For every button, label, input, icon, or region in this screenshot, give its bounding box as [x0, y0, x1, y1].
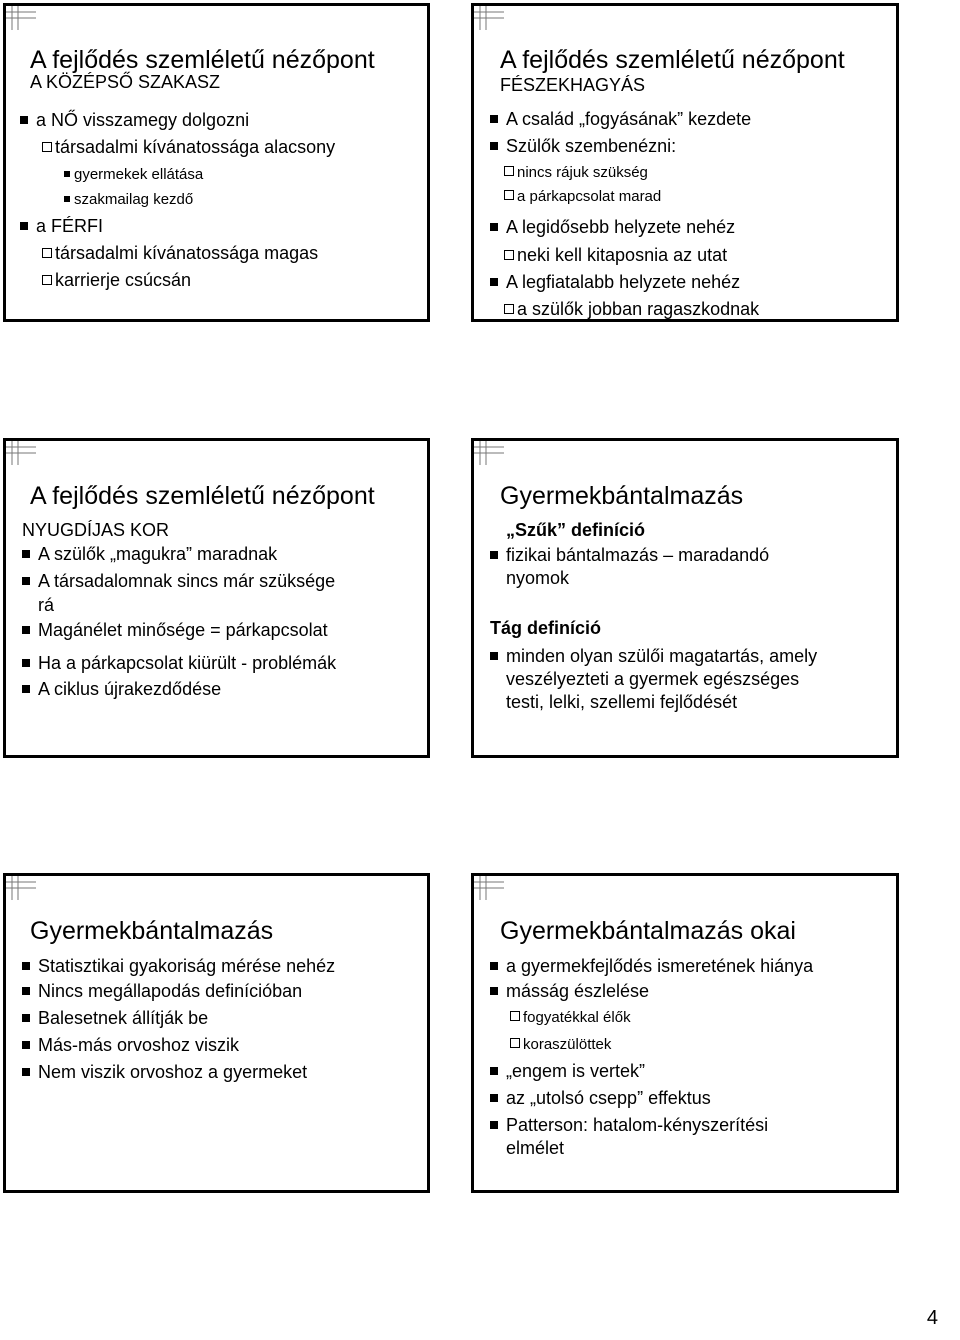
- list-item: Nincs megállapodás definícióban: [22, 980, 302, 1003]
- square-bullet-icon: [20, 222, 28, 230]
- list-item: Magánélet minősége = párkapcsolat: [22, 619, 328, 642]
- slide-corner-icon: [6, 876, 36, 900]
- hollow-square-bullet-icon: [504, 250, 514, 260]
- square-bullet-icon: [22, 685, 30, 693]
- list-item: nincs rájuk szükség: [504, 161, 648, 184]
- list-item: Ha a párkapcsolat kiürült - problémák: [22, 652, 336, 675]
- slide-title: Gyermekbántalmazás okai: [500, 917, 796, 945]
- list-item-continuation: nyomok: [506, 568, 570, 588]
- square-bullet-icon: [490, 278, 498, 286]
- list-item: Szülők szembenézni:: [490, 135, 676, 158]
- hollow-square-bullet-icon: [42, 275, 52, 285]
- list-item: Statisztikai gyakoriság mérése nehéz: [22, 955, 335, 978]
- page-number: 4: [926, 1307, 938, 1329]
- slide-title: Gyermekbántalmazás: [500, 482, 744, 510]
- square-bullet-icon: [490, 1094, 498, 1102]
- square-bullet-icon: [22, 1041, 30, 1049]
- square-bullet-icon: [490, 551, 498, 559]
- slide-5: [3, 873, 430, 1193]
- list-item: fogyatékkal élők: [510, 1006, 631, 1029]
- list-item: „engem is vertek”: [490, 1060, 645, 1083]
- small-square-bullet-icon: [64, 171, 70, 177]
- list-item: társadalmi kívánatossága alacsony: [42, 136, 335, 159]
- slide-corner-icon: [6, 441, 36, 465]
- list-item: az „utolsó csepp” effektus: [490, 1087, 711, 1110]
- hollow-square-bullet-icon: [504, 190, 514, 200]
- square-bullet-icon: [22, 962, 30, 970]
- list-item: A társadalomnak sincs már szüksége: [22, 570, 335, 593]
- list-item: a párkapcsolat marad: [504, 185, 661, 208]
- square-bullet-icon: [490, 962, 498, 970]
- slide-1: [3, 3, 430, 322]
- small-square-bullet-icon: [64, 196, 70, 202]
- list-item-continuation: rá: [38, 595, 55, 615]
- list-item: Más-más orvoshoz viszik: [22, 1034, 239, 1057]
- square-bullet-icon: [490, 223, 498, 231]
- list-item: a gyermekfejlődés ismeretének hiánya: [490, 955, 813, 978]
- square-bullet-icon: [22, 1014, 30, 1022]
- square-bullet-icon: [22, 659, 30, 667]
- slide-corner-icon: [474, 6, 504, 30]
- list-item: koraszülöttek: [510, 1033, 611, 1056]
- list-item-continuation: veszélyezteti a gyermek egészséges: [506, 669, 800, 689]
- slide-4: [471, 438, 899, 758]
- list-item: A legfiatalabb helyzete nehéz: [490, 271, 740, 294]
- square-bullet-icon: [490, 987, 498, 995]
- square-bullet-icon: [22, 1068, 30, 1076]
- list-item-continuation: testi, lelki, szellemi fejlődését: [506, 692, 738, 712]
- list-item-continuation: elmélet: [506, 1138, 565, 1158]
- list-item: Nem viszik orvoshoz a gyermeket: [22, 1061, 307, 1084]
- slide-corner-icon: [6, 6, 36, 30]
- list-item: a FÉRFI: [20, 215, 103, 238]
- hollow-square-bullet-icon: [504, 166, 514, 176]
- list-item: A család „fogyásának” kezdete: [490, 108, 751, 131]
- list-item: gyermekek ellátása: [64, 163, 203, 186]
- square-bullet-icon: [22, 626, 30, 634]
- hollow-square-bullet-icon: [42, 248, 52, 258]
- slide-title: A fejlődés szemléletű nézőpont: [500, 46, 845, 74]
- list-item: társadalmi kívánatossága magas: [42, 242, 318, 265]
- square-bullet-icon: [22, 577, 30, 585]
- list-item: Patterson: hatalom-kényszerítési: [490, 1114, 768, 1137]
- slide-subtitle: FÉSZEKHAGYÁS: [500, 75, 646, 95]
- square-bullet-icon: [490, 142, 498, 150]
- list-item: a NŐ visszamegy dolgozni: [20, 109, 249, 132]
- list-item: karrierje csúcsán: [42, 269, 191, 292]
- hollow-square-bullet-icon: [510, 1038, 520, 1048]
- list-item: A legidősebb helyzete nehéz: [490, 216, 735, 239]
- list-item: neki kell kitaposnia az utat: [504, 244, 727, 267]
- list-item: A ciklus újrakezdődése: [22, 678, 221, 701]
- slide-2: [471, 3, 899, 322]
- slide-corner-icon: [474, 876, 504, 900]
- slide-subtitle: A KÖZÉPSŐ SZAKASZ: [30, 72, 221, 92]
- square-bullet-icon: [22, 987, 30, 995]
- square-bullet-icon: [490, 1121, 498, 1129]
- hollow-square-bullet-icon: [504, 304, 514, 314]
- slide-title: A fejlődés szemléletű nézőpont: [30, 46, 375, 74]
- slide-6: [471, 873, 899, 1193]
- square-bullet-icon: [490, 1067, 498, 1075]
- slide-subtitle: NYUGDÍJAS KOR: [22, 520, 170, 540]
- definition-heading: Tág definíció: [490, 618, 602, 638]
- definition-heading: „Szűk” definíció: [506, 520, 646, 540]
- list-item: minden olyan szülői magatartás, amely: [490, 645, 817, 668]
- slide-title: Gyermekbántalmazás: [30, 917, 274, 945]
- square-bullet-icon: [490, 652, 498, 660]
- square-bullet-icon: [490, 115, 498, 123]
- list-item: szakmailag kezdő: [64, 188, 193, 211]
- square-bullet-icon: [22, 550, 30, 558]
- hollow-square-bullet-icon: [42, 142, 52, 152]
- list-item: Balesetnek állítják be: [22, 1007, 208, 1030]
- list-item: másság észlelése: [490, 980, 649, 1003]
- hollow-square-bullet-icon: [510, 1011, 520, 1021]
- list-item: A szülők „magukra” maradnak: [22, 543, 277, 566]
- list-item: fizikai bántalmazás – maradandó: [490, 544, 769, 567]
- list-item: a szülők jobban ragaszkodnak: [504, 298, 759, 321]
- slide-3: [3, 438, 430, 758]
- square-bullet-icon: [20, 116, 28, 124]
- slide-corner-icon: [474, 441, 504, 465]
- slide-title: A fejlődés szemléletű nézőpont: [30, 482, 375, 510]
